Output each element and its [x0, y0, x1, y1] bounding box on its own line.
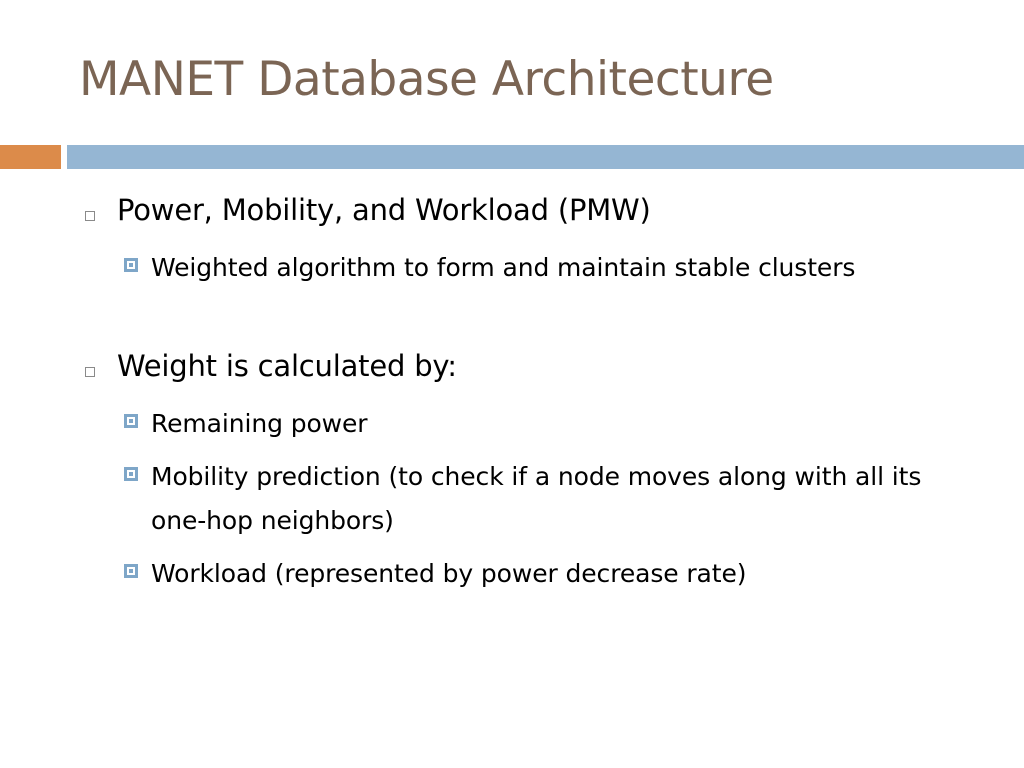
accent-bar-blue [67, 145, 1024, 169]
bullet-text: Power, Mobility, and Workload (PMW) [117, 193, 651, 227]
sub-bullet-text: Workload (represented by power decrease rate) [151, 559, 747, 588]
hollow-square-bullet-icon [85, 211, 95, 221]
sub-bullet-text: Weighted algorithm to form and maintain stable clusters [151, 253, 856, 282]
square-bullet-icon [124, 467, 138, 481]
slide-title: MANET Database Architecture [79, 52, 774, 107]
accent-bar-orange [0, 145, 61, 169]
square-bullet-icon [124, 258, 138, 272]
sub-bullet-text: Remaining power [151, 409, 368, 438]
square-bullet-icon [124, 414, 138, 428]
hollow-square-bullet-icon [85, 367, 95, 377]
square-bullet-icon [124, 564, 138, 578]
bullet-text: Weight is calculated by: [117, 349, 457, 383]
sub-bullet-text: Mobility prediction (to check if a node moves along with all its one-hop neighbors) [151, 462, 922, 535]
